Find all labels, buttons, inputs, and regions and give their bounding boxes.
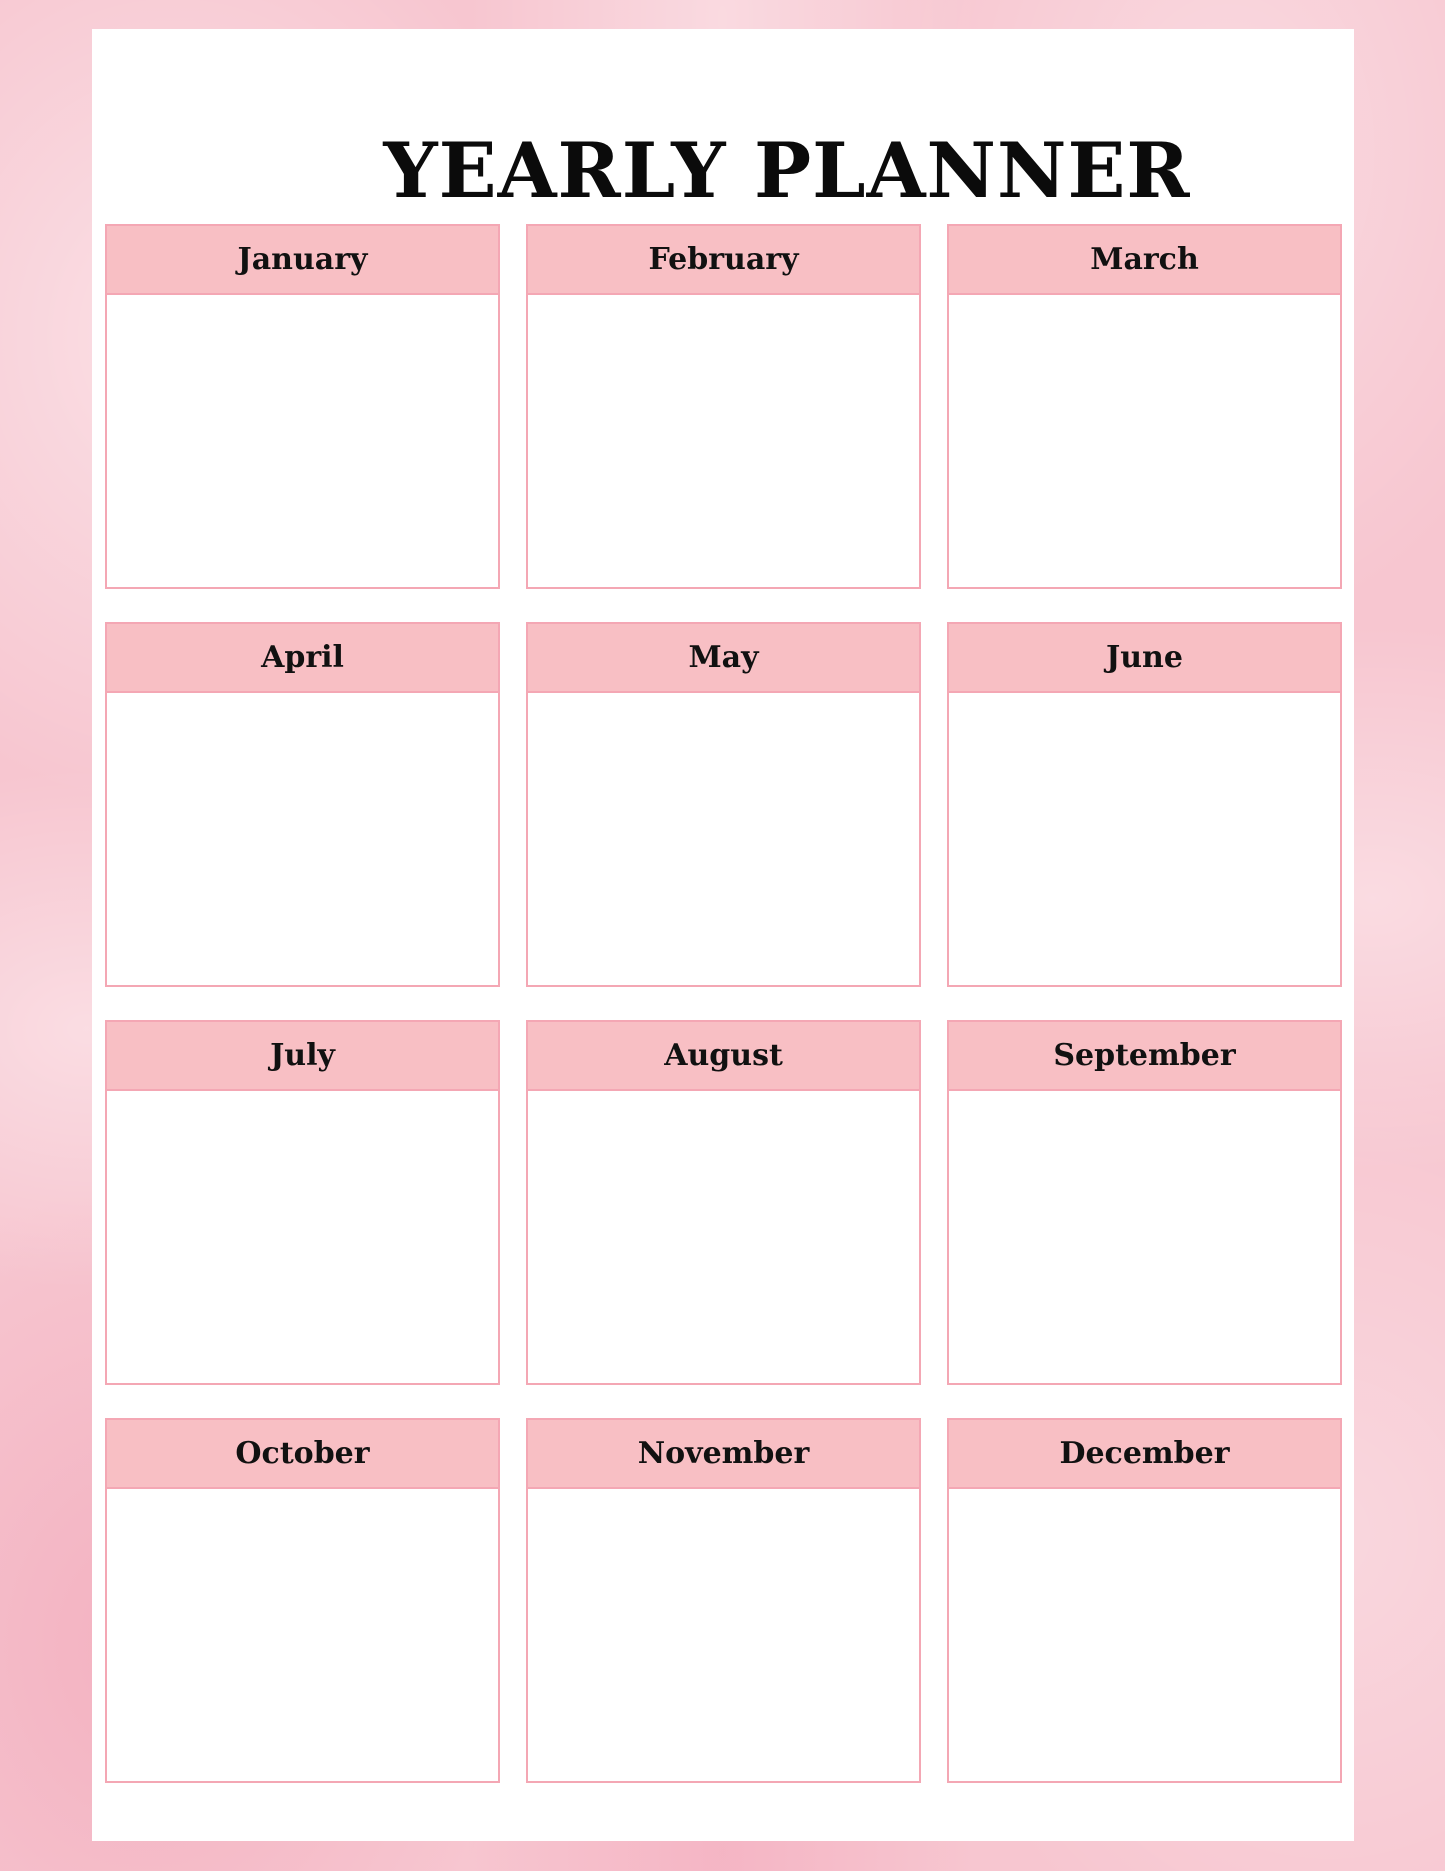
month-label: February — [528, 226, 919, 295]
page-title: YEARLY PLANNER — [383, 126, 1191, 215]
month-label: June — [949, 624, 1340, 693]
planner-sheet — [92, 29, 1354, 1841]
month-label: November — [528, 1420, 919, 1489]
month-label: July — [107, 1022, 498, 1091]
month-box-september — [947, 1020, 1342, 1385]
month-label: January — [107, 226, 498, 295]
month-notes-area[interactable] — [107, 1091, 498, 1383]
month-notes-area[interactable] — [949, 295, 1340, 587]
month-box-october — [105, 1418, 500, 1783]
months-grid — [105, 224, 1341, 1783]
month-box-august — [526, 1020, 921, 1385]
month-notes-area[interactable] — [107, 295, 498, 587]
month-notes-area[interactable] — [107, 1489, 498, 1781]
month-notes-area[interactable] — [949, 1489, 1340, 1781]
month-label: May — [528, 624, 919, 693]
month-notes-area[interactable] — [107, 693, 498, 985]
month-label: August — [528, 1022, 919, 1091]
month-box-july — [105, 1020, 500, 1385]
month-label: December — [949, 1420, 1340, 1489]
month-box-may — [526, 622, 921, 987]
month-label: March — [949, 226, 1340, 295]
month-box-december — [947, 1418, 1342, 1783]
month-notes-area[interactable] — [528, 1091, 919, 1383]
month-box-february — [526, 224, 921, 589]
month-notes-area[interactable] — [528, 693, 919, 985]
month-box-march — [947, 224, 1342, 589]
month-notes-area[interactable] — [949, 1091, 1340, 1383]
month-box-june — [947, 622, 1342, 987]
month-notes-area[interactable] — [949, 693, 1340, 985]
month-box-january — [105, 224, 500, 589]
month-box-april — [105, 622, 500, 987]
month-notes-area[interactable] — [528, 1489, 919, 1781]
month-notes-area[interactable] — [528, 295, 919, 587]
month-box-november — [526, 1418, 921, 1783]
month-label: April — [107, 624, 498, 693]
month-label: September — [949, 1022, 1340, 1091]
month-label: October — [107, 1420, 498, 1489]
